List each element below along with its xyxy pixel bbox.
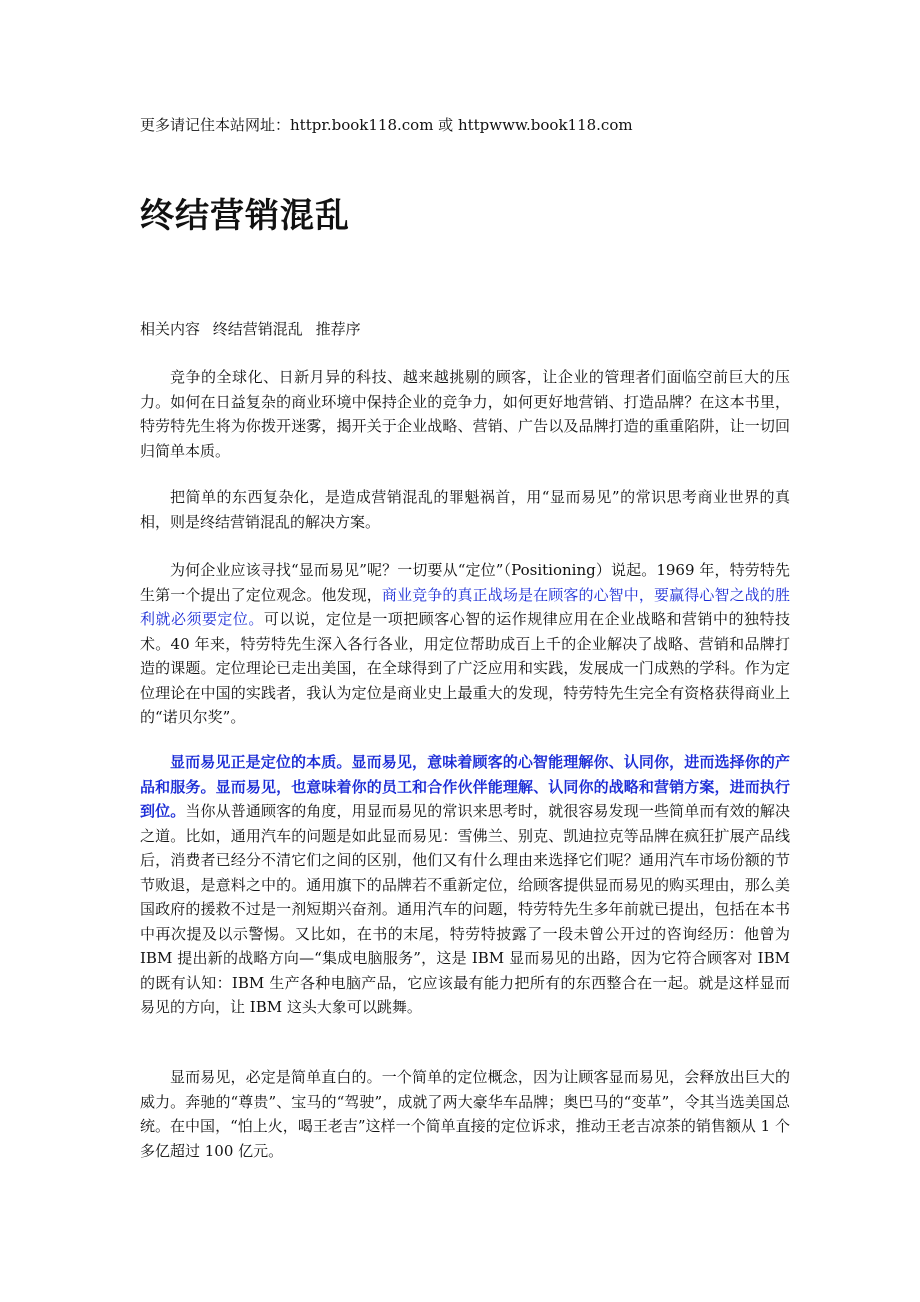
- paragraph-3-highlight: 商业竞争的真正战场是在顾客的心智中，要赢得心智之战的胜利就必须要定位。: [140, 585, 790, 628]
- paragraph-5: 显而易见，必定是简单直白的。一个简单的定位概念，因为让顾客显而易见，会释放出巨大的威力。奔驰的“尊贵”、宝马的“驾驶”，成就了两大豪华车品牌；奥巴马的“变革”，令其当选美国总统。在中国，“怕上火，喝王老吉”这样一个简单直接的定位诉求，推动王老吉凉茶的销售额从 1 个多亿超过 100 亿元。: [140, 1068, 790, 1160]
- paragraph-4-highlight: 显而易见正是定位的本质。显而易见，意味着顾客的心智能理解你、认同你，进而选择你的产品和服务。显而易见，也意味着你的员工和合作伙伴能理解、认同你的战略和营销方案，进而执行到位。: [140, 753, 790, 820]
- document-title: 终结营销混乱: [140, 196, 350, 236]
- paragraph-3-intro: 为何企业应该寻找“显而易见”呢？一切要从“定位”（Positioning）说起。1969 年，特劳特先生第一个提出了定位观念。他发现，: [140, 561, 790, 604]
- paragraph-4: [140, 750, 790, 1020]
- paragraph-2: 把简单的东西复杂化，是造成营销混乱的罪魁祸首，用“显而易见”的常识思考商业世界的真相，则是终结营销混乱的解决方案。: [140, 488, 790, 531]
- related-item-preface: 推荐序: [315, 320, 361, 338]
- related-content-line: [140, 317, 369, 341]
- related-item-title: 终结营销混乱: [212, 320, 303, 338]
- related-label: 相关内容: [140, 320, 201, 338]
- paragraph-1: 竞争的全球化、日新月异的科技、越来越挑剔的顾客，让企业的管理者们面临空前巨大的压力。如何在日益复杂的商业环境中保持企业的竞争力，如何更好地营销、打造品牌？在这本书里，特劳特先生将为你拨开迷雾，揭开关于企业战略、营销、广告以及品牌打造的重重陷阱，让一切回归简单本质。: [140, 368, 790, 460]
- paragraph-4-body: 当你从普通顾客的角度，用显而易见的常识来思考时，就很容易发现一些简单而有效的解决之道。比如，通用汽车的问题是如此显而易见：雪佛兰、别克、凯迪拉克等品牌在疯狂扩展产品线后，消费者已经分不清它们之间的区别，他们又有什么理由来选择它们呢？通用汽车市场份额的节节败退，是意料之中的。通用旗下的品牌若不重新定位，给顾客提供显而易见的购买理由，那么美国政府的援救不过是一剂短期兴奋剂。通用汽车的问题，特劳特先生多年前就已提出，包括在本书中再次提及以示警惕。又比如，在书的末尾，特劳特披露了一段未曾公开过的咨询经历：他曾为 IBM 提出新的战略方向—“集成电脑服务”，这是 IBM 显而易见的出路，因为它符合顾客对 IBM 的既有认知：IBM 生产各种电脑产品，它应该最有能力把所有的东西整合在一起。就是这样显而易见的方向，让 IBM 这头大象可以跳舞。: [140, 802, 790, 1016]
- paragraph-3-body: 可以说，定位是一项把顾客心智的运作规律应用在企业战略和营销中的独特技术。40 年来，特劳特先生深入各行各业，用定位帮助成百上千的企业解决了战略、营销和品牌打造的课题。定位理论已走出美国，在全球得到了广泛应用和实践，发展成一门成熟的学科。作为定位理论在中国的实践者，我认为定位是商业史上最重大的发现，特劳特先生完全有资格获得商业上的“诺贝尔奖”。: [140, 610, 790, 726]
- paragraph-3: [140, 558, 790, 730]
- site-url-notice: 更多请记住本站网址：httpr.book118.com 或 httpwww.book118.com: [140, 116, 633, 134]
